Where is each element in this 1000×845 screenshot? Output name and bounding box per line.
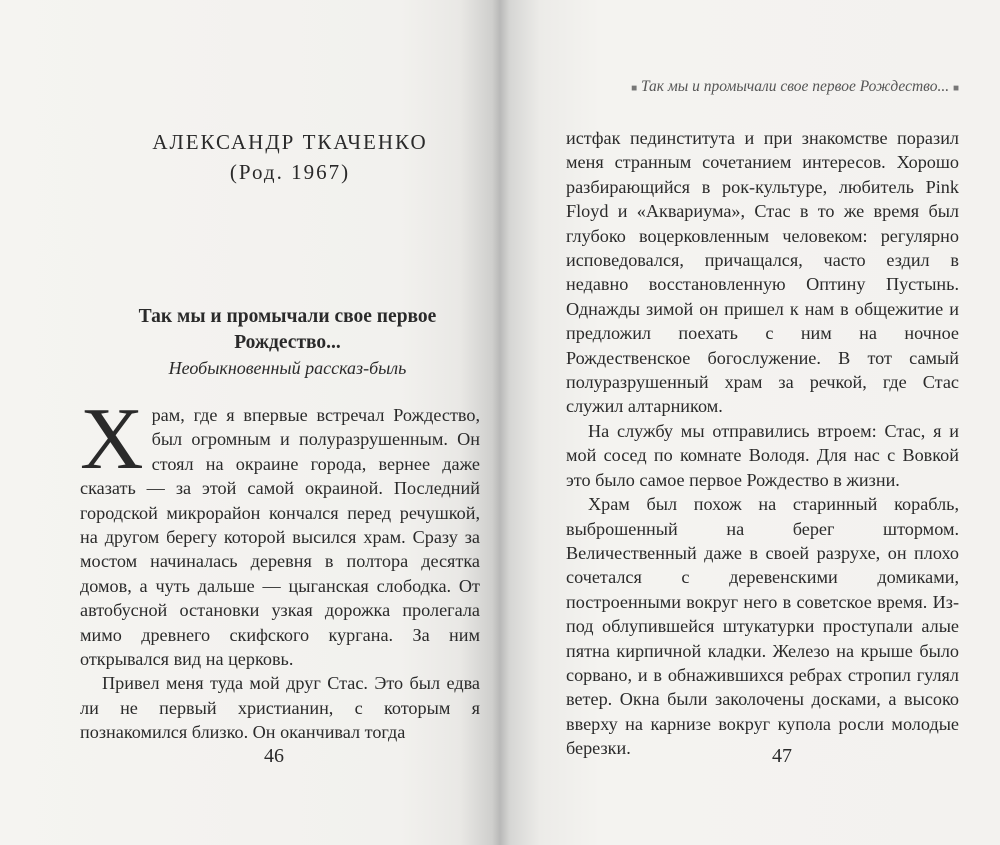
author-years: (Род. 1967) bbox=[229, 160, 351, 184]
story-title-line-1: Так мы и промычали свое первое bbox=[138, 306, 437, 327]
paragraph: Привел меня туда мой друг Стас. Это был едва ли не первый христианин, с которым я познакомился близко. Он оканчивал тогда bbox=[80, 673, 480, 743]
paragraph bbox=[80, 391, 480, 671]
paragraph: истфак пединститута и при знакомстве поразил меня странным сочетанием интересов. Хорошо разбирающийся в рок-культуре, любитель Pink Floyd и «Аквариума», Стас в то же время был глубоко воцерковленным человеком: регулярно исповедовался, причащался, часто ездил в недавно восстановленную Оптину Пустынь. Однажды зимой он пришел к нам в общежитие и предложил поехать с ним на ночное Рождественское богослужение. В тот самый полуразрушенный храм за речкой, где Стас служил алтарником. bbox=[566, 128, 959, 417]
author-name: АЛЕКСАНДР ТКАЧЕНКО bbox=[152, 130, 428, 154]
paragraph: Храм был похож на старинный корабль, выброшенный на берег штормом. Величественный даже в своей разрухе, он плохо сочетался с деревенскими домиками, построенными вокруг него в советское время. Из-под облупившейся штукатурки проступали алые пятна кирпичной кладки. Железо на крыше было сорвано, и в обнажившихся ребрах стропил гулял ветер. Окна были заколочены досками, а высоко вверху на карнизе вокруг купола росли молодые березки. bbox=[566, 494, 959, 759]
left-body-text bbox=[80, 391, 480, 745]
page-number-right: 47 bbox=[772, 745, 792, 767]
square-bullet-icon: ■ bbox=[631, 83, 638, 94]
running-header-text: Так мы и промычали свое первое Рождество... bbox=[640, 78, 950, 95]
right-page bbox=[500, 0, 1000, 845]
paragraph: На службу мы отправились втроем: Стас, я и мой сосед по комнате Володя. Для нас с Вовкой это было самое первое Рождество в жизни. bbox=[566, 420, 959, 490]
right-body-text bbox=[566, 126, 959, 761]
author-heading bbox=[120, 127, 460, 187]
drop-cap: Х bbox=[80, 391, 144, 488]
running-header bbox=[564, 78, 959, 96]
story-title-line-2: Рождество... bbox=[234, 332, 341, 353]
page-number-left: 46 bbox=[264, 745, 284, 767]
square-bullet-icon: ■ bbox=[952, 83, 959, 94]
paragraph-text: рам, где я впервые встречал Рождество, был огромным и полуразрушенным. Он стоял на окраине города, вернее даже сказать — за этой самой окраиной. Последний городской микрорайон кончался перед речушкой, на другом берегу которой высился храм. Сразу за мостом начиналась деревня в полтора десятка домов, а чуть дальше — цыганская слободка. От автобусной остановки узкая дорожка пролегала мимо древнего скифского кургана. За ним открывался вид на церковь. bbox=[80, 405, 480, 670]
story-subtitle: Необыкновенный рассказ-быль bbox=[168, 358, 407, 378]
story-title bbox=[95, 304, 480, 356]
